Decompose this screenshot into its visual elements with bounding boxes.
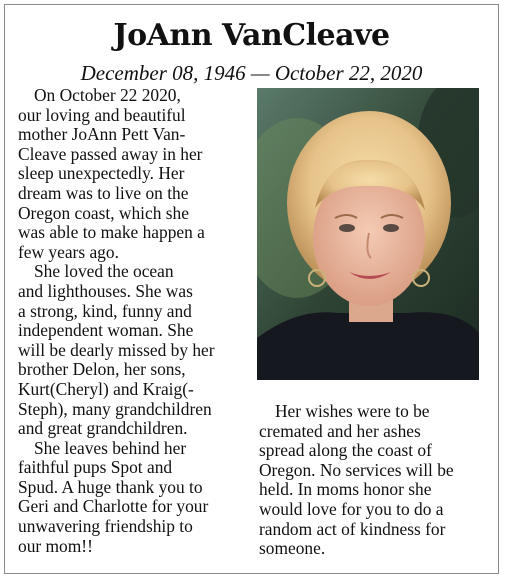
text-line: would love for you to do a [259, 498, 444, 519]
text-line: Kurt(Cheryl) and Kraig(- [18, 378, 194, 399]
text-line: mother JoAnn Pett Van- [18, 124, 186, 145]
text-line: spread along the coast of [259, 440, 432, 461]
obituary-paragraph [18, 439, 250, 557]
text-line: someone. [259, 538, 326, 559]
text-line: random act of kindness for [259, 518, 446, 539]
text-line: Spud. A huge thank you to [18, 476, 203, 497]
text-line: Steph), many grandchildren [18, 398, 212, 419]
obituary-paragraph [259, 402, 491, 559]
text-line: Oregon coast, which she [18, 202, 189, 223]
text-line: a strong, kind, funny and [18, 300, 192, 321]
text-line: Geri and Charlotte for your [18, 496, 209, 517]
right-text-column [259, 402, 491, 559]
text-line: cremated and her ashes [259, 420, 421, 441]
text-line: and lighthouses. She was [18, 280, 193, 301]
text-line: and great grandchildren. [18, 418, 188, 439]
obituary-name: JoAnn VanCleave [113, 18, 390, 53]
obituary-paragraph [18, 262, 250, 438]
text-line: our mom!! [18, 535, 93, 556]
portrait-image [257, 88, 479, 380]
text-line: independent woman. She [18, 320, 194, 341]
text-line: Oregon. No services will be [259, 459, 454, 480]
text-line: On October 22 2020, [34, 85, 181, 105]
text-line: unwavering friendship to [18, 516, 193, 537]
obituary-paragraph [18, 86, 250, 262]
text-line: dream was to live on the [18, 182, 189, 203]
text-line: She loved the ocean [34, 261, 174, 282]
text-line: Cleave passed away in her [18, 143, 203, 164]
text-line: sleep unexpectedly. Her [18, 163, 185, 184]
text-line: will be dearly missed by her [18, 339, 215, 360]
text-line: She leaves behind her [34, 437, 187, 458]
text-line: faithful pups Spot and [18, 457, 173, 478]
text-line: Her wishes were to be [275, 401, 430, 421]
text-line: held. In moms honor she [259, 479, 432, 500]
obituary-dates: December 08, 1946 — October 22, 2020 [80, 61, 423, 85]
text-line: was able to make happen a [18, 222, 205, 243]
text-line: our loving and beautiful [18, 104, 186, 125]
text-line: few years ago. [18, 241, 119, 262]
portrait-photo [257, 88, 479, 380]
text-line: brother Delon, her sons, [18, 359, 186, 380]
left-text-column [18, 86, 250, 556]
